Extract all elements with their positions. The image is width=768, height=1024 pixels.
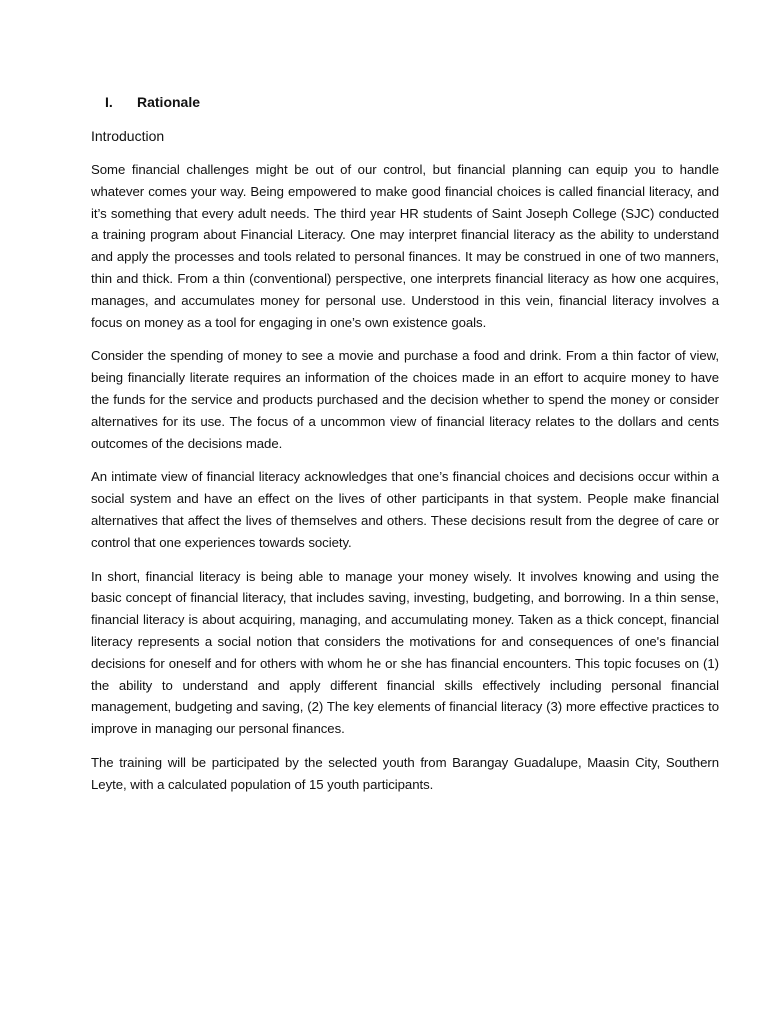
paragraph-5: The training will be participated by the selected youth from Barangay Guadalupe, Maasin City, Southern Leyte, with a calculated population of 15 youth participants.: [91, 754, 719, 792]
section-heading: [91, 92, 719, 112]
section-number: I.: [105, 94, 113, 110]
paragraph-4: In short, financial literacy is being able to manage your money wisely. It involves knowing and using the basic concept of financial literacy, that includes saving, investing, budgeting, and borrowing. In a thin sense, financial literacy is about acquiring, managing, and accumulating money. Taken as a thick concept, financial literacy represents a social notion that considers the motivations for and consequences of one's financial decisions for oneself and for others with whom he or she has financial encounters. This topic focuses on (1) the ability to understand and apply different financial skills effectively including personal financial management, budgeting and saving, (2) The key elements of financial literacy (3) more effective practices to improve in managing our personal finances.: [91, 568, 719, 737]
paragraph-1: Some financial challenges might be out of our control, but financial planning can equip you to handle whatever comes your way. Being empowered to make good financial choices is called financial literacy, and it’s something that every adult needs. The third year HR students of Saint Joseph College (SJC) conducted a training program about Financial Literacy. One may interpret financial literacy as the ability to understand and apply the processes and tools related to personal finances. It may be construed in one of two manners, thin and thick. From a thin (conventional) perspective, one interprets financial literacy as how one acquires, manages, and accumulates money for personal use. Understood in this vein, financial literacy involves a focus on money as a tool for engaging in one’s own existence goals.: [91, 162, 719, 330]
paragraph-3: An intimate view of financial literacy acknowledges that one’s financial choices and decisions occur within a social system and have an effect on the lives of other participants in that system. People make financial alternatives that affect the lives of themselves and others. These decisions result from the degree of care or control that one experiences towards society.: [91, 469, 719, 550]
subheading-introduction: Introduction: [91, 128, 165, 144]
document-page: [91, 92, 719, 808]
section-title: Rationale: [137, 94, 201, 110]
paragraph-2: Consider the spending of money to see a movie and purchase a food and drink. From a thin factor of view, being financially literate requires an information of the choices made in an effort to acquire money to have the funds for the service and products purchased and the decision whether to spend the money or consider alternatives for its use. The focus of a uncommon view of financial literacy relates to the dollars and cents outcomes of the decisions made.: [91, 348, 719, 451]
